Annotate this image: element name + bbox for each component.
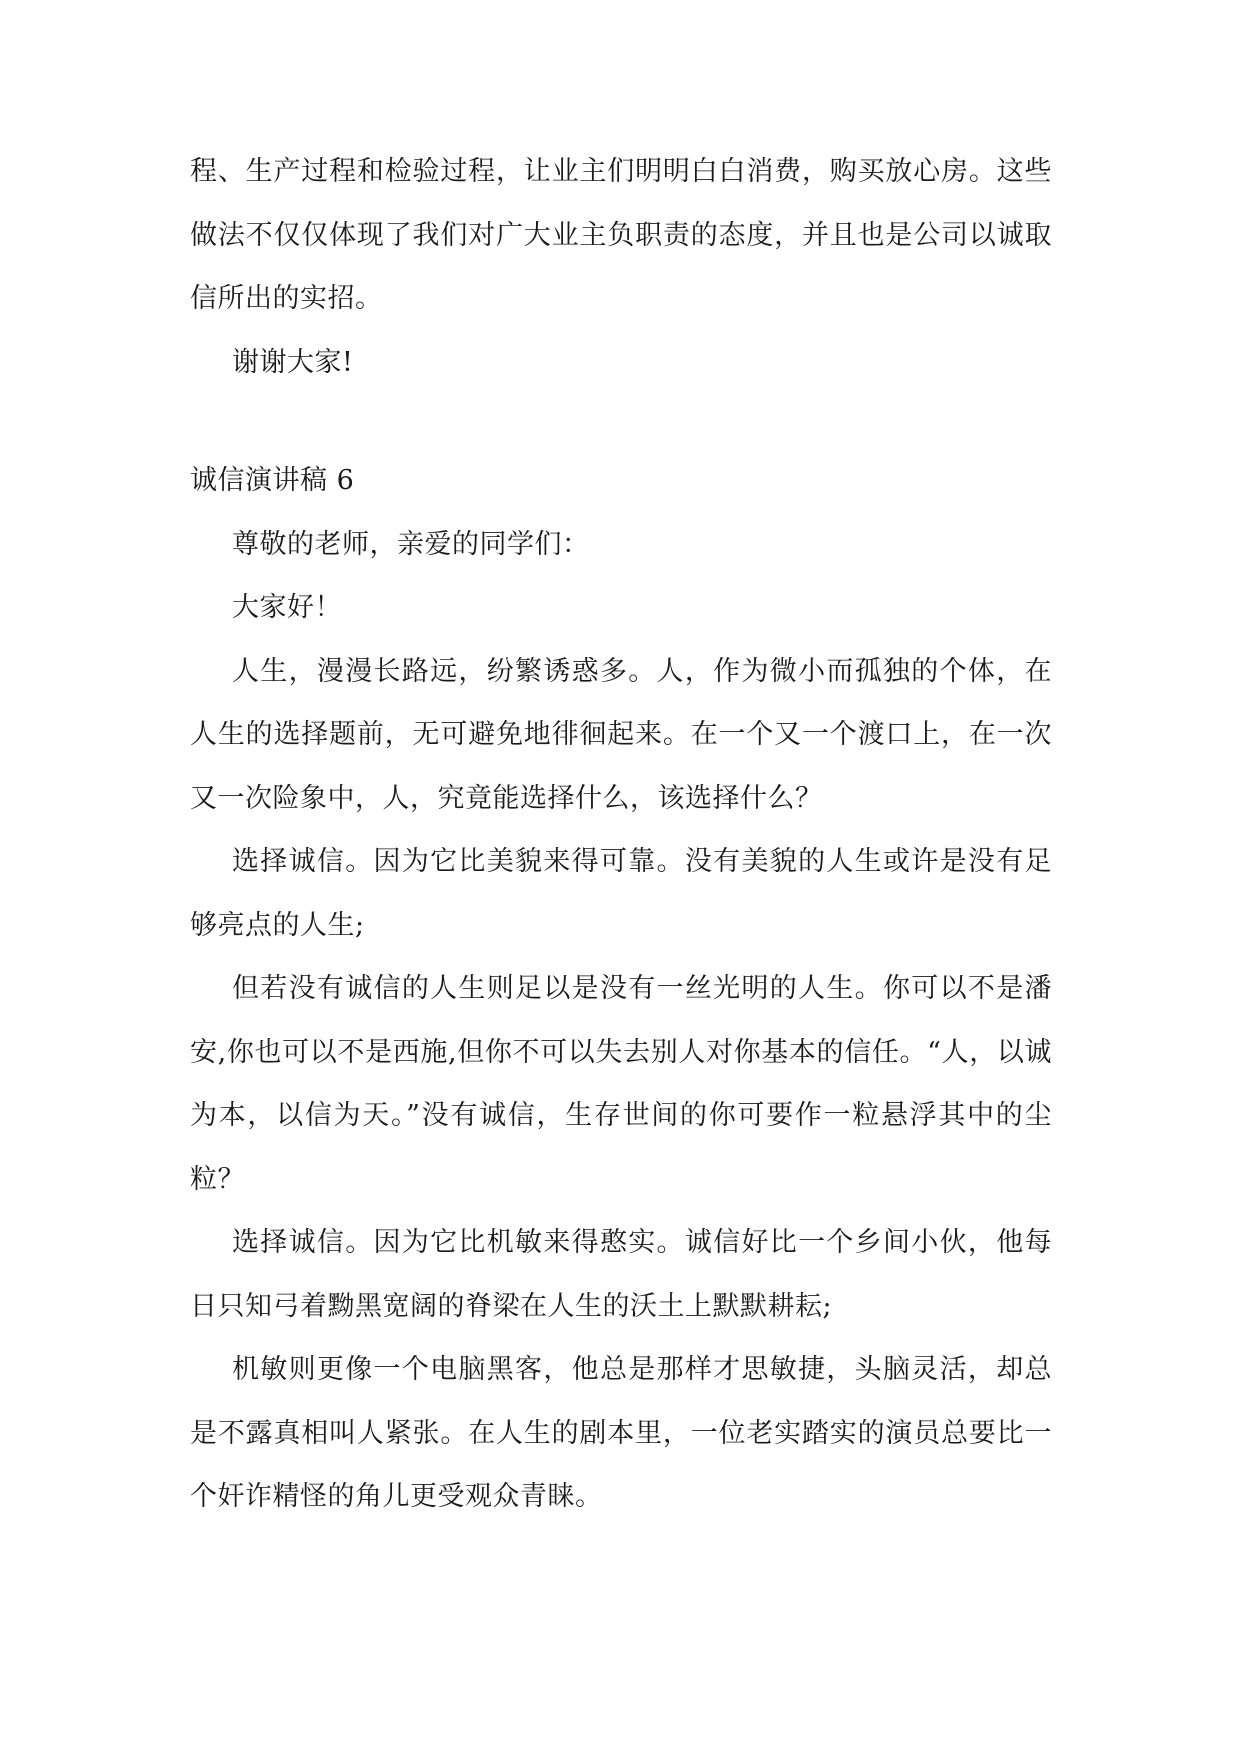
section-title: 诚信演讲稿 6 [190,465,355,496]
paragraph: 选择诚信。因为它比美貌来得可靠。没有美貌的人生或许是没有足够亮点的人生; [190,846,1052,941]
paragraph: 选择诚信。因为它比机敏来得憨实。诚信好比一个乡间小伙，他每日只知弓着黝黑宽阔的脊梁在人生的沃土上默默耕耘; [190,1227,1052,1322]
section-gap [190,394,1052,449]
paragraph: 机敏则更像一个电脑黑客，他总是那样才思敏捷，头脑灵活，却总是不露真相叫人紧张。在人生的剧本里，一位老实踏实的演员总要比一个奸诈精怪的角儿更受观众青睐。 [190,1354,1052,1512]
closing-line: 谢谢大家! [232,346,354,378]
paragraph: 但若没有诚信的人生则足以是没有一丝光明的人生。你可以不是潘安,你也可以不是西施,但你不可以失去别人对你基本的信任。“人，以诚为本，以信为天。”没有诚信，生存世间的你可要作一粒悬浮其中的尘粒？ [190,973,1052,1195]
greeting: 大家好！ [232,592,342,623]
paragraph: 人生，漫漫长路远，纷繁诱惑多。人，作为微小而孤独的个体，在人生的选择题前，无可避免地徘徊起来。在一个又一个渡口上，在一次又一次险象中，人，究竟能选择什么，该选择什么？ [190,655,1052,814]
salutation: 尊敬的老师，亲爱的同学们： [232,528,590,560]
document-body [190,140,1052,1529]
paragraph-continued: 程、生产过程和检验过程，让业主们明明白白消费，购买放心房。这些做法不仅仅体现了我们对广大业主负职责的态度，并且也是公司以诚取信所出的实招。 [190,156,1052,314]
